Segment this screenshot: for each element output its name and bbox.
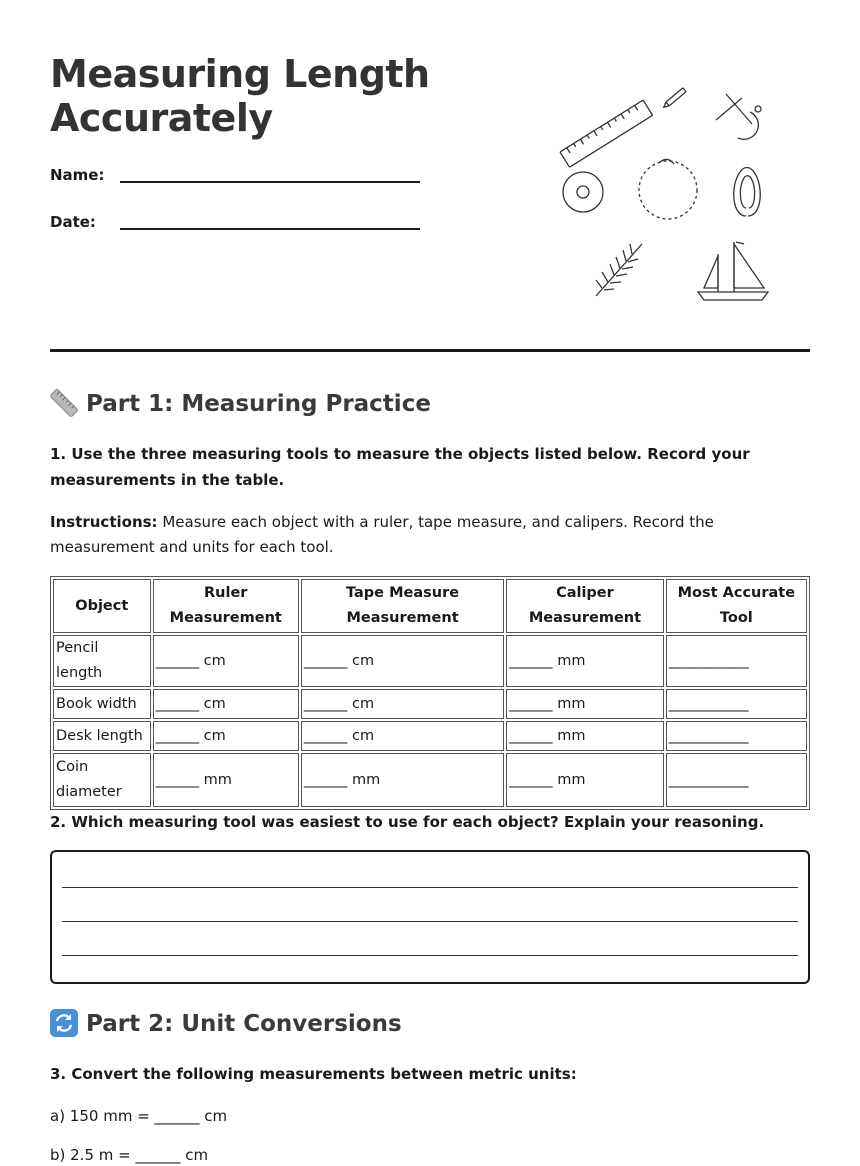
table-row [53, 721, 807, 751]
caliper-cell[interactable]: ______ mm [506, 635, 664, 687]
answer-line[interactable] [62, 887, 798, 888]
tape-cell[interactable]: ______ cm [301, 689, 504, 719]
table-header-row [53, 579, 807, 633]
caliper-drawing-icon [716, 94, 761, 139]
fern-leaf-drawing-icon [596, 244, 642, 296]
conversion-item[interactable]: a) 150 mm = ______ cm [50, 1107, 228, 1125]
header-best-tool: Most Accurate Tool [666, 579, 807, 633]
object-cell: Book width [53, 689, 151, 719]
question-2: 2. Which measuring tool was easiest to use for each object? Explain your reasoning. [50, 813, 765, 831]
table-row [53, 689, 807, 719]
caliper-cell[interactable]: ______ mm [506, 689, 664, 719]
caliper-cell[interactable]: ______ mm [506, 753, 664, 807]
instructions-label: Instructions: [50, 513, 158, 531]
part2-heading-text: Part 2: Unit Conversions [86, 1011, 402, 1037]
conversion-item[interactable]: b) 2.5 m = ______ cm [50, 1146, 209, 1164]
measurement-table [50, 576, 810, 810]
header-ruler: Ruler Measurement [153, 579, 299, 633]
title-line-2: Accurately [50, 96, 273, 140]
tape-cell[interactable]: ______ mm [301, 753, 504, 807]
coin-outline-drawing-icon [639, 159, 697, 219]
title-line-1: Measuring Length [50, 52, 430, 96]
best-tool-cell[interactable]: ___________ [666, 689, 807, 719]
object-cell: Coin diameter [53, 753, 151, 807]
date-label: Date: [50, 213, 96, 231]
answer-line[interactable] [62, 955, 798, 956]
header-caliper: Caliper Measurement [506, 579, 664, 633]
ruler-cell[interactable]: ______ mm [153, 753, 299, 807]
question-1: 1. Use the three measuring tools to measure the objects listed below. Record your measurements in the table. [50, 445, 750, 489]
part2-heading [50, 1008, 402, 1040]
instructions-text: Measure each object with a ruler, tape measure, and calipers. Record the measurement and units for each tool. [50, 513, 714, 556]
ruler-cell[interactable]: ______ cm [153, 689, 299, 719]
pencil-drawing-icon [662, 88, 686, 109]
ruler-icon [50, 389, 78, 417]
best-tool-cell[interactable]: ___________ [666, 635, 807, 687]
answer-line[interactable] [62, 921, 798, 922]
date-line[interactable] [120, 228, 420, 230]
name-line[interactable] [120, 181, 420, 183]
name-field[interactable] [50, 166, 420, 196]
caliper-cell[interactable]: ______ mm [506, 721, 664, 751]
horseshoe-drawing-icon [734, 168, 761, 217]
header-object: Object [53, 579, 151, 633]
ruler-cell[interactable]: ______ cm [153, 635, 299, 687]
tape-cell[interactable]: ______ cm [301, 721, 504, 751]
date-field[interactable] [50, 213, 420, 243]
donut-drawing-icon [563, 172, 603, 212]
refresh-arrows-icon [50, 1009, 78, 1037]
part1-heading-text: Part 1: Measuring Practice [86, 391, 431, 417]
name-label: Name: [50, 166, 105, 184]
best-tool-cell[interactable]: ___________ [666, 753, 807, 807]
header-tape: Tape Measure Measurement [301, 579, 504, 633]
tape-cell[interactable]: ______ cm [301, 635, 504, 687]
question-3: 3. Convert the following measurements between metric units: [50, 1065, 577, 1083]
sailboat-drawing-icon [698, 242, 768, 300]
table-row [53, 753, 807, 807]
page-title [50, 52, 430, 140]
header-divider [50, 349, 810, 352]
part1-heading [50, 388, 431, 420]
answer-box[interactable] [50, 850, 810, 984]
instructions [50, 510, 810, 560]
object-cell: Desk length [53, 721, 151, 751]
best-tool-cell[interactable]: ___________ [666, 721, 807, 751]
ruler-cell[interactable]: ______ cm [153, 721, 299, 751]
object-cell: Pencil length [53, 635, 151, 687]
measuring-objects-illustration [550, 64, 790, 314]
ruler-drawing-icon [560, 100, 653, 167]
table-row [53, 635, 807, 687]
